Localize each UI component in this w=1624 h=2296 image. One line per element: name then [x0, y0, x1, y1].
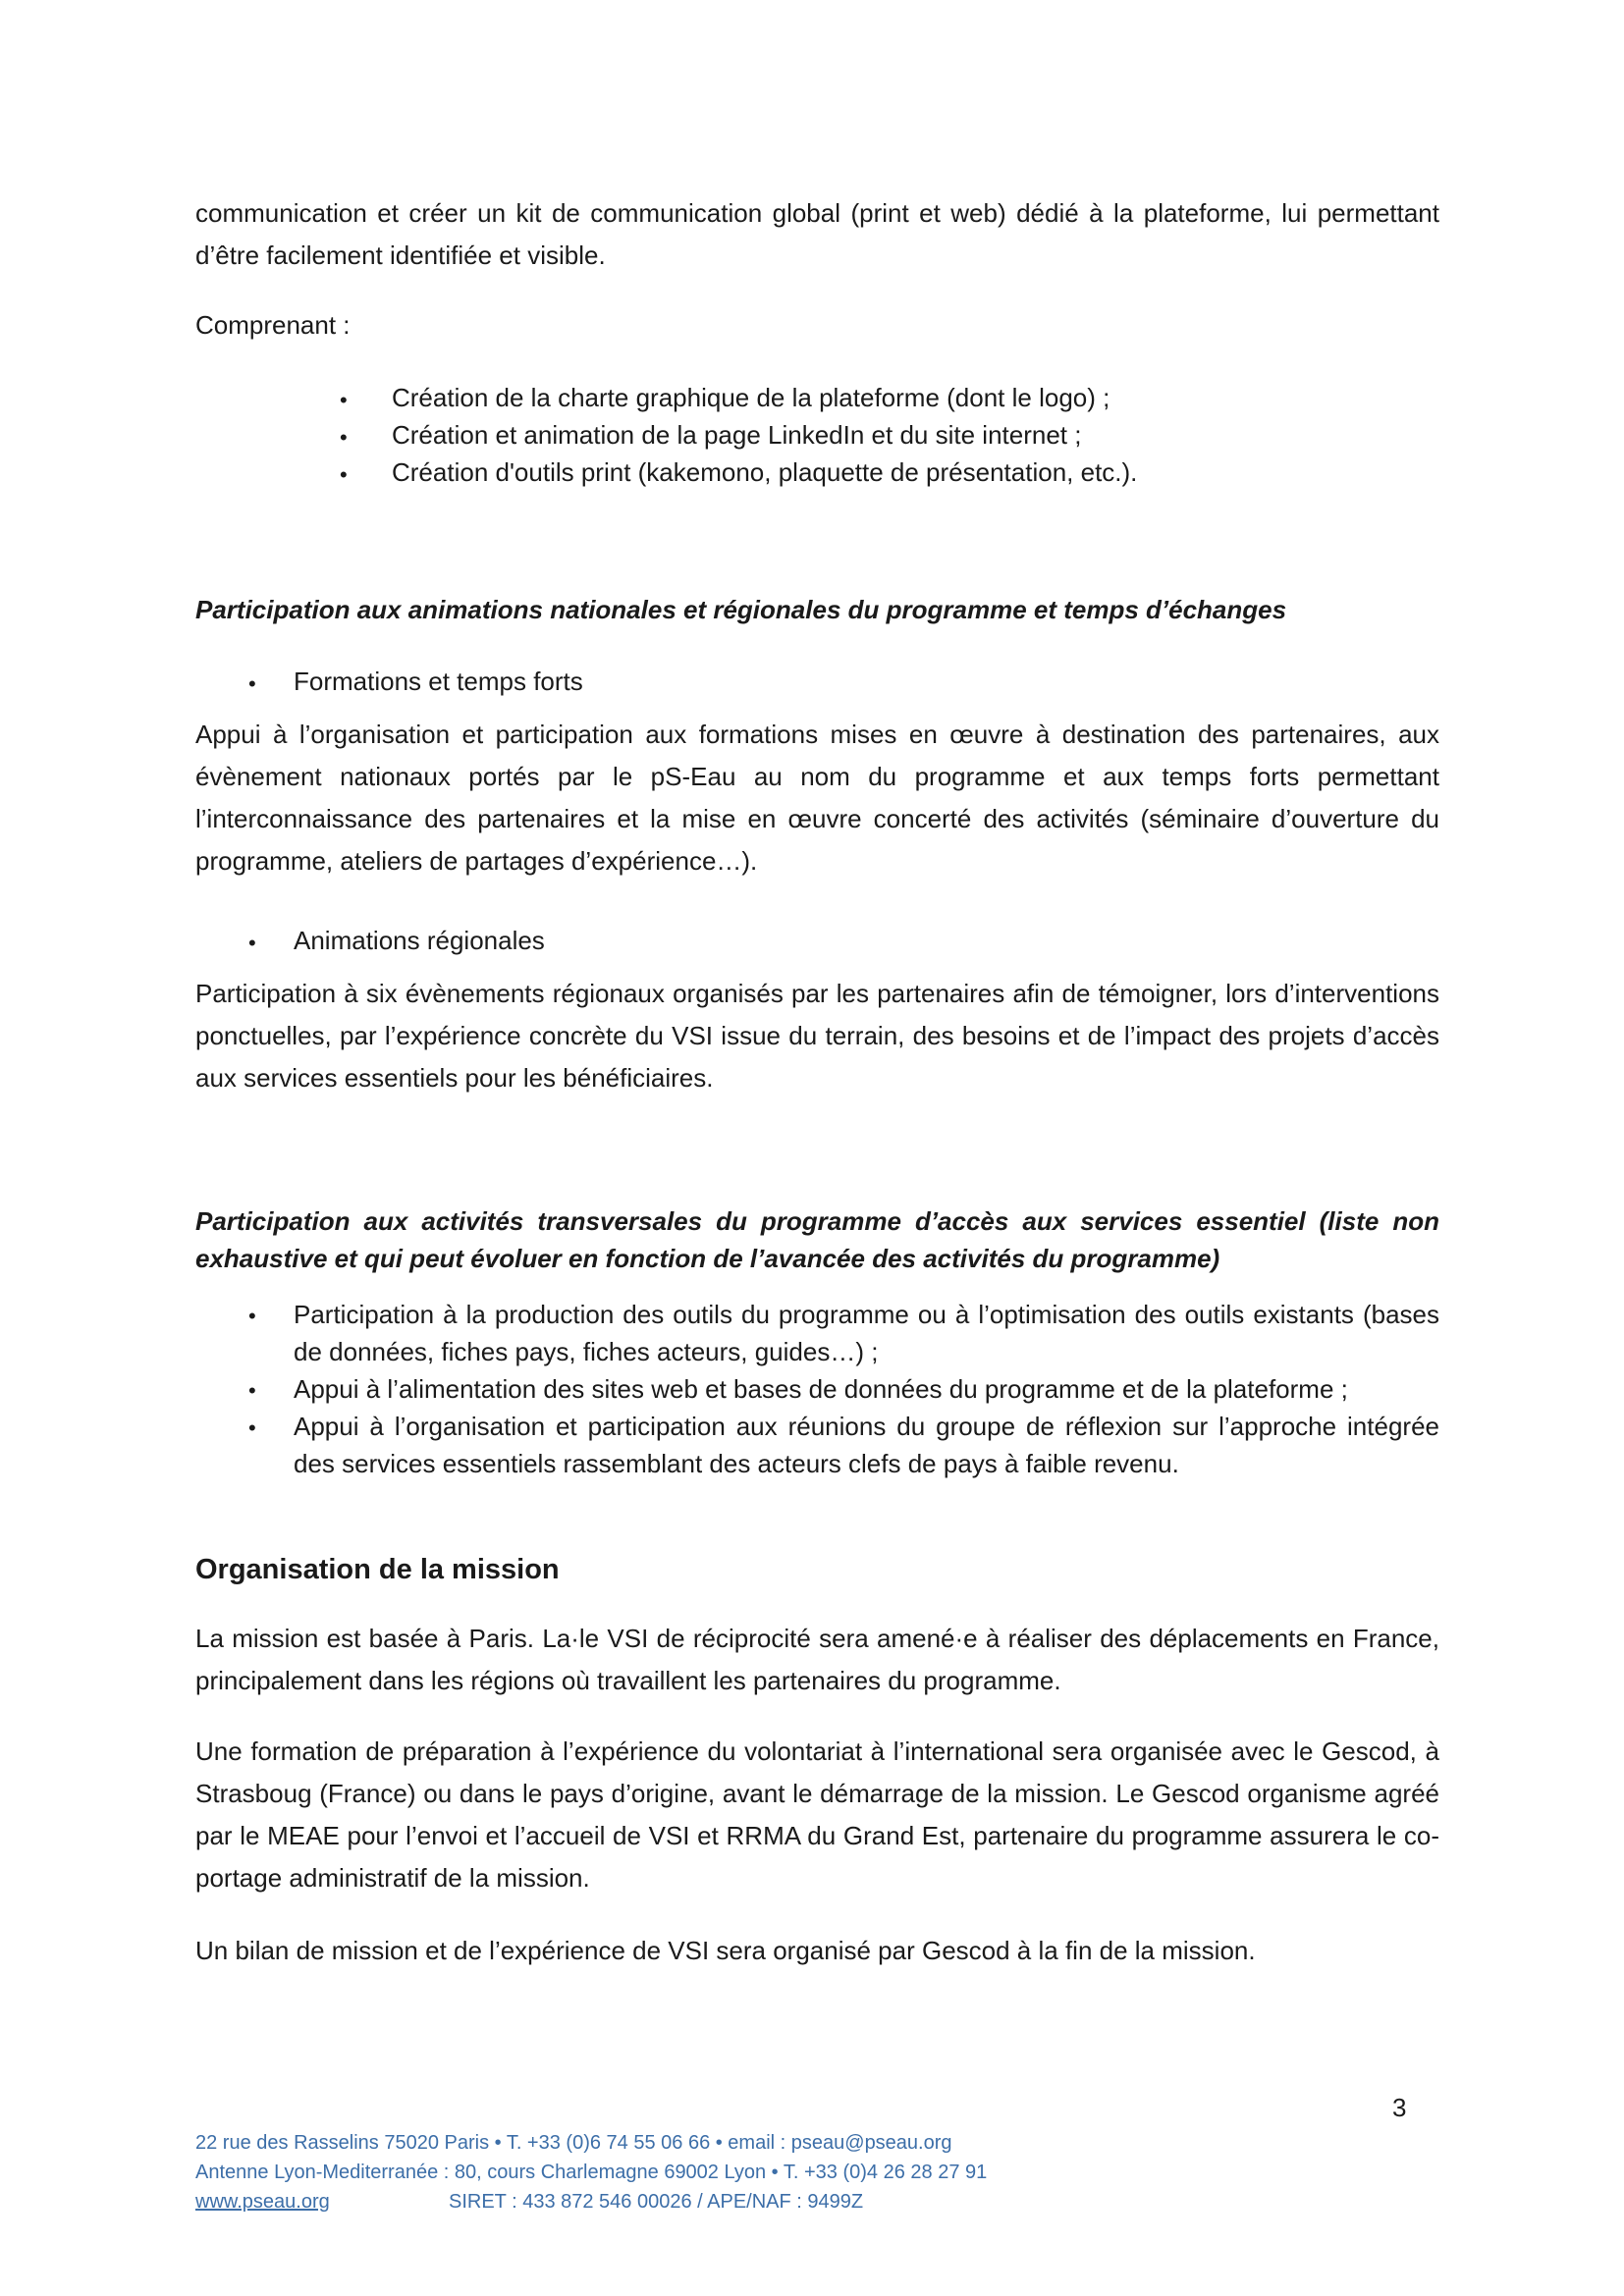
list-item: Animations régionales [294, 926, 545, 955]
bullet-icon: • [248, 1378, 256, 1403]
bullet-icon: • [248, 1304, 256, 1328]
website-link[interactable]: www.pseau.org [195, 2191, 330, 2213]
bullet-icon: • [340, 425, 348, 450]
list-item: Appui à l’alimentation des sites web et bases de données du programme et de la plateforme ; [294, 1374, 1348, 1404]
section-heading-animations: Participation aux animations nationales et régionales du programme et temps d’échanges [195, 595, 1287, 624]
section-heading-activites: Participation aux activités transversales du programme d’accès aux services essentiel (liste non exhaustive et qui peut évoluer en fonction de l’avancée des activités du programme) [195, 1206, 1439, 1273]
formations-paragraph: Appui à l’organisation et participation aux formations mises en œuvre à destination des partenaires, aux évènement nationaux portés par le pS-Eau au nom du programme et aux temps forts permettant l’interconnaissance des partenaires et la mise en œuvre concerté des activités (séminaire d’ouverture du programme, ateliers de partages d’expérience…). [195, 720, 1439, 876]
bullet-icon: • [248, 931, 256, 955]
bullet-icon: • [248, 1415, 256, 1440]
list-item: Création d'outils print (kakemono, plaquette de présentation, etc.). [392, 457, 1138, 487]
section-heading-organisation: Organisation de la mission [195, 1554, 560, 1585]
footer-antenne: Antenne Lyon-Mediterranée : 80, cours Charlemagne 69002 Lyon • T. +33 (0)4 26 28 27 91 [195, 2162, 988, 2183]
bullet-icon: • [248, 671, 256, 696]
list-item: Création de la charte graphique de la plateforme (dont le logo) ; [392, 383, 1110, 412]
animations-paragraph: Participation à six évènements régionaux organisés par les partenaires afin de témoigner, lors d’interventions ponctuelles, par l’expérience concrète du VSI issue du terrain, des besoins et de l’impact des projets d’accès aux services essentiels pour les bénéficiaires. [195, 979, 1439, 1093]
organisation-paragraph-1: La mission est basée à Paris. La·le VSI de réciprocité sera amené·e à réaliser des déplacements en France, principalement dans les régions où travaillent les partenaires du programme. [195, 1624, 1439, 1695]
organisation-paragraph-3: Un bilan de mission et de l’expérience de VSI sera organisé par Gescod à la fin de la mission. [195, 1936, 1256, 1965]
footer-links [195, 2187, 1275, 2216]
page-number: 3 [1392, 2093, 1407, 2122]
intro-paragraph: communication et créer un kit de communication global (print et web) dédié à la plateforme, lui permettant d’être facilement identifiée et visible. [195, 198, 1439, 270]
list-item: Appui à l’organisation et participation aux réunions du groupe de réflexion sur l’approche intégrée des services essentiels rassemblant des acteurs clefs de pays à faible revenu. [294, 1412, 1439, 1478]
organisation-paragraph-2: Une formation de préparation à l’expérience du volontariat à l’international sera organisée avec le Gescod, à Strasboug (France) ou dans le pays d’origine, avant le démarrage de la mission. Le Gescod organisme agréé par le MEAE pour l’envoi et l’accueil de VSI et RRMA du Grand Est, partenaire du programme assurera le co-portage administratif de la mission. [195, 1736, 1439, 1893]
list-item: Création et animation de la page LinkedIn et du site internet ; [392, 420, 1082, 450]
bullet-icon: • [340, 388, 348, 412]
list-item: Formations et temps forts [294, 667, 583, 696]
list-item: Participation à la production des outils du programme ou à l’optimisation des outils existants (bases de données, fiches pays, fiches acteurs, guides…) ; [294, 1300, 1439, 1366]
footer-siret: SIRET : 433 872 546 00026 / APE/NAF : 9499Z [449, 2191, 864, 2213]
comprenant-label: Comprenant : [195, 310, 351, 340]
footer-address: 22 rue des Rasselins 75020 Paris • T. +33 (0)6 74 55 06 66 • email : pseau@pseau.org [195, 2132, 952, 2154]
bullet-icon: • [340, 462, 348, 487]
